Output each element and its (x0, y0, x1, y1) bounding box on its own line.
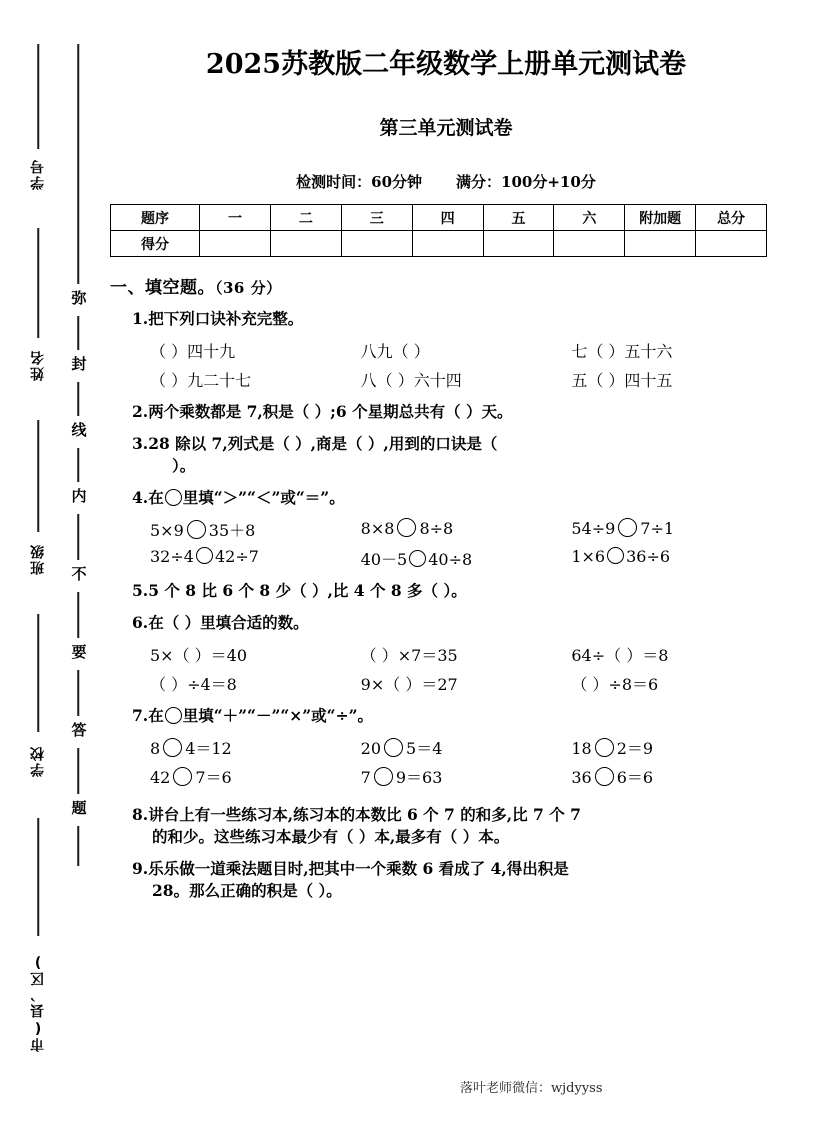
seal-label-student-id: 学号 (30, 158, 46, 190)
seal-column-student-info (18, 0, 58, 1122)
operand-right: 40÷8 (428, 550, 473, 569)
seal-notice-char-4: 内 (69, 488, 88, 503)
question-1-item[interactable]: 八九（ ） (360, 342, 430, 361)
score-cell[interactable] (200, 231, 271, 257)
exam-time-label: 检测时间：60分钟 (296, 173, 423, 191)
question-2-text[interactable]: 两个乘数都是 7,积是（ ）;6 个星期总共有（ ）天。 (148, 402, 513, 421)
question-1-number: 1. (132, 309, 149, 328)
section-points: （36 分） (215, 279, 282, 297)
seal-dash-segment (77, 592, 79, 638)
question-3-continuation[interactable]: ）。 (172, 456, 196, 475)
question-6-item[interactable]: 5×（ ）＝40 (150, 646, 248, 665)
question-5-text[interactable]: 5 个 8 比 6 个 8 少（ ）,比 4 个 8 多（ ）。 (148, 581, 467, 600)
question-6-row-1 (150, 643, 782, 666)
seal-label-name: 姓名 (30, 349, 46, 381)
question-3 (132, 433, 782, 455)
score-table-header-cell: 二 (270, 205, 341, 231)
operand-left: 1×6 (571, 547, 606, 566)
question-6-item[interactable]: 64÷（ ）＝8 (571, 646, 669, 665)
comparison-circle-icon[interactable] (618, 518, 637, 537)
operand-right: 8÷8 (419, 519, 454, 538)
question-9-number: 9. (132, 859, 149, 878)
question-1-item[interactable]: （ ）九二十七 (150, 371, 252, 390)
score-table-row-label: 得分 (111, 231, 200, 257)
question-8-text: 讲台上有一些练习本,练习本的本数比 6 个 7 的和多,比 7 个 7 (148, 805, 581, 824)
operator-circle-icon[interactable] (384, 738, 403, 757)
question-2-number: 2. (132, 402, 149, 421)
score-cell[interactable] (483, 231, 554, 257)
seal-label-school: 学校 (30, 745, 46, 777)
score-table-header-cell: 总分 (696, 205, 767, 231)
question-5-number: 5. (132, 581, 149, 600)
question-1-row-1 (150, 339, 782, 362)
seal-line-segment (37, 228, 39, 338)
operand-right: 7＝6 (195, 768, 232, 787)
score-cell[interactable] (696, 231, 767, 257)
seal-notice-char-7: 答 (69, 722, 88, 737)
operand-left: 8 (150, 739, 161, 758)
operand-right: 2＝9 (616, 739, 654, 758)
question-1 (132, 308, 782, 330)
operator-circle-icon[interactable] (595, 767, 614, 786)
question-4-item (571, 518, 782, 541)
score-table-header-cell: 五 (483, 205, 554, 231)
seal-dash-segment (77, 316, 79, 350)
comparison-circle-icon[interactable] (187, 520, 206, 539)
operand-right: 6＝6 (616, 768, 654, 787)
page-title: 2025苏教版二年级数学上册单元测试卷 (205, 49, 687, 80)
question-7-item (150, 736, 361, 759)
operand-right: 7÷1 (640, 519, 675, 538)
operand-left: 32÷4 (150, 547, 194, 566)
question-1-item[interactable]: 八（ ）六十四 (360, 371, 462, 390)
question-4-item (150, 547, 361, 570)
question-4-item (361, 518, 572, 541)
question-7-row-2 (150, 765, 782, 788)
question-1-item[interactable]: （ ）四十九 (150, 342, 236, 361)
seal-column-notice (58, 0, 98, 1122)
question-6-number: 6. (132, 613, 149, 632)
question-8 (132, 804, 782, 826)
exam-paper-body (110, 0, 782, 1122)
question-7-number: 7. (132, 706, 149, 725)
operator-circle-icon[interactable] (595, 738, 614, 757)
question-9-continuation[interactable]: 28。那么正确的积是（ ）。 (152, 881, 342, 900)
operand-right: 4＝12 (185, 739, 232, 758)
seal-line-segment (37, 818, 39, 936)
score-cell[interactable] (412, 231, 483, 257)
question-6 (132, 612, 782, 634)
question-6-row-2 (150, 672, 782, 695)
score-table-header-cell: 题序 (111, 205, 200, 231)
seal-notice-char-2: 封 (69, 356, 88, 371)
seal-notice-char-1: 弥 (69, 290, 88, 305)
question-4-prefix: 在 (148, 488, 164, 507)
score-table-header-cell: 六 (554, 205, 625, 231)
seal-notice-char-5: 不 (69, 566, 88, 581)
question-1-row-2 (150, 368, 782, 391)
question-6-text: 在（ ）里填合适的数。 (148, 613, 309, 632)
question-4-item (571, 547, 782, 570)
seal-notice-char-3: 线 (69, 422, 88, 437)
seal-dash-segment (77, 514, 79, 560)
score-table-header-row (111, 205, 767, 231)
operand-left: 40－5 (360, 550, 408, 569)
seal-dash-segment (77, 748, 79, 794)
question-4-item (361, 547, 572, 570)
seal-label-city-district: 市(县、区) (30, 952, 46, 1052)
section-title: 一、填空题。 (110, 278, 215, 298)
seal-dash-segment (77, 382, 79, 416)
operand-right: 5＝4 (406, 739, 443, 758)
comparison-circle-icon[interactable] (409, 550, 426, 567)
seal-dash-segment (77, 826, 79, 866)
question-7 (132, 705, 782, 727)
question-4-suffix: 里填“＞”“＜”或“＝”。 (182, 488, 345, 507)
operator-circle-icon[interactable] (163, 738, 182, 757)
question-6-item[interactable]: （ ）×7＝35 (360, 646, 458, 665)
circle-placeholder-icon[interactable] (165, 707, 182, 724)
seal-notice-char-8: 题 (69, 800, 88, 815)
score-cell[interactable] (270, 231, 341, 257)
seal-line-segment (37, 614, 39, 732)
question-4-row-1 (150, 518, 782, 541)
seal-dash-segment (77, 448, 79, 482)
question-8-continuation[interactable]: 的和少。这些练习本最少有（ ）本,最多有（ ）本。 (152, 827, 510, 846)
question-9-text: 乐乐做一道乘法题目时,把其中一个乘数 6 看成了 4,得出积是 (148, 859, 569, 878)
question-4-item (150, 518, 361, 541)
question-6-item[interactable]: （ ）÷4＝8 (150, 675, 237, 694)
question-3-number: 3. (132, 434, 149, 453)
question-8-number: 8. (132, 805, 149, 824)
question-6-item[interactable]: （ ）÷8＝6 (571, 675, 659, 694)
question-7-item (361, 736, 572, 759)
question-1-text: 把下列口诀补充完整。 (148, 309, 304, 328)
question-7-row-1 (150, 736, 782, 759)
operand-left: 8×8 (360, 519, 395, 538)
seal-sidebar (0, 0, 105, 1122)
score-table-score-row (111, 231, 767, 257)
seal-dash-segment (77, 44, 79, 284)
operand-left: 54÷9 (571, 519, 616, 538)
seal-line-segment (37, 44, 39, 149)
comparison-circle-icon[interactable] (397, 518, 416, 537)
circle-placeholder-icon[interactable] (165, 489, 182, 506)
operand-left: 5×9 (150, 521, 184, 540)
comparison-circle-icon[interactable] (196, 547, 213, 564)
question-7-item (150, 765, 361, 788)
question-7-prefix: 在 (148, 706, 164, 725)
score-cell[interactable] (341, 231, 412, 257)
score-cell[interactable] (625, 231, 696, 257)
question-3-text[interactable]: 28 除以 7,列式是（ ）,商是（ ）,用到的口诀是（ (148, 434, 498, 453)
seal-label-class: 班级 (30, 543, 46, 575)
exam-meta-line (110, 171, 782, 192)
score-table-header-cell: 四 (412, 205, 483, 231)
operand-left: 18 (571, 739, 592, 758)
full-score-label: 满分：100分+10分 (456, 173, 596, 191)
question-5 (132, 580, 782, 602)
question-7-item (571, 765, 782, 788)
operand-left: 36 (571, 768, 592, 787)
score-cell[interactable] (554, 231, 625, 257)
seal-notice-char-6: 要 (69, 644, 88, 659)
operand-left: 20 (360, 739, 382, 758)
section-heading-fill-in-blanks (110, 273, 782, 298)
comparison-circle-icon[interactable] (607, 547, 624, 564)
operand-right: 9＝63 (395, 768, 443, 787)
seal-dash-segment (77, 670, 79, 716)
question-4-row-2 (150, 547, 782, 570)
watermark-text: 落叶老师微信：wjdyyss (460, 1081, 603, 1096)
score-table-header-cell: 一 (200, 205, 271, 231)
operator-circle-icon[interactable] (173, 767, 192, 786)
operand-left: 7 (360, 768, 371, 787)
question-1-item[interactable]: 五（ ）四十五 (571, 371, 673, 390)
question-9 (132, 858, 782, 880)
operand-right: 35＋8 (208, 521, 256, 540)
question-1-item[interactable]: 七（ ）五十六 (571, 342, 673, 361)
question-2 (132, 401, 782, 423)
operator-circle-icon[interactable] (374, 767, 393, 786)
seal-line-segment (37, 420, 39, 532)
question-7-item (361, 765, 572, 788)
operand-right: 42÷7 (214, 547, 259, 566)
question-6-item[interactable]: 9×（ ）＝27 (360, 675, 458, 694)
page-subtitle: 第三单元测试卷 (379, 117, 513, 139)
operand-left: 42 (150, 768, 171, 787)
operand-right: 36÷6 (626, 547, 671, 566)
question-4-number: 4. (132, 488, 149, 507)
score-table-header-cell: 三 (341, 205, 412, 231)
score-table-header-cell: 附加题 (625, 205, 696, 231)
question-7-item (571, 736, 782, 759)
score-table (110, 204, 767, 257)
question-4 (132, 487, 782, 509)
question-7-suffix: 里填“＋”“－”“×”或“÷”。 (182, 706, 374, 725)
